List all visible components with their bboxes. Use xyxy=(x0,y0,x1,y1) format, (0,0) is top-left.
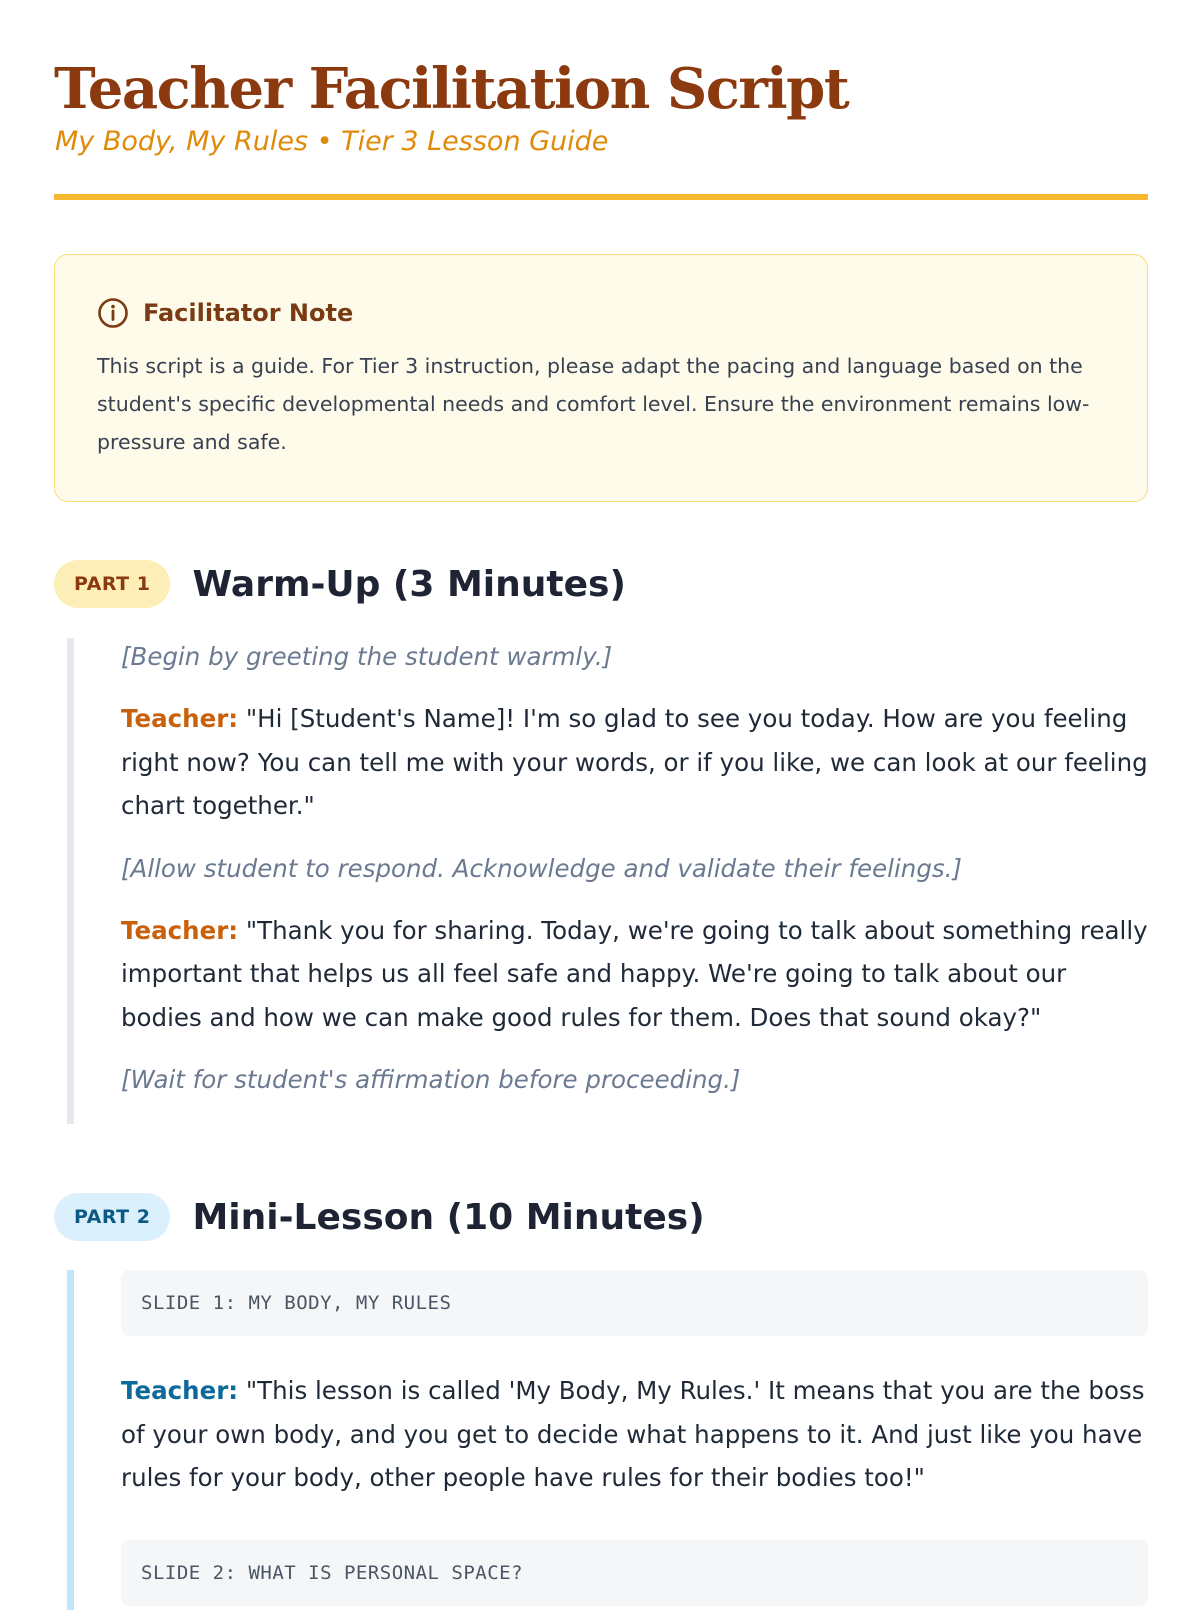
note-title: Facilitator Note xyxy=(143,299,354,327)
speaker-label: Teacher: xyxy=(121,1376,239,1405)
facilitator-note-card xyxy=(54,254,1148,502)
dialog-text: "Hi [Student's Name]! I'm so glad to see you today. How are you feeling right now? You can tell me with your words, or if you like, we can look at our feeling chart together." xyxy=(121,704,1148,820)
dialog-text: "Thank you for sharing. Today, we're going to talk about something really important that helps us all feel safe and happy. We're going to talk about our bodies and how we can make good rules for them. Does that sound okay?" xyxy=(121,915,1148,1032)
part-1-title: Warm-Up (3 Minutes) xyxy=(192,563,626,605)
note-header xyxy=(97,297,353,329)
title-divider xyxy=(54,194,1148,200)
teacher-line xyxy=(121,697,1148,828)
page-title: Teacher Facilitation Script xyxy=(54,56,849,122)
part-1-badge: PART 1 xyxy=(54,560,170,608)
speaker-label: Teacher: xyxy=(121,704,239,733)
part-2-script xyxy=(67,1270,1148,1610)
note-body: This script is a guide. For Tier 3 instruction, please adapt the pacing and language based on the student's specific developmental needs and comfort level. Ensure the environment remains low-pressure and safe. xyxy=(97,354,1090,454)
part-1-script xyxy=(67,638,1148,1124)
stage-direction: [Wait for student's affirmation before proceeding.] xyxy=(121,1065,741,1094)
teacher-line xyxy=(121,1369,1148,1500)
teacher-line xyxy=(121,909,1148,1040)
speaker-label: Teacher: xyxy=(121,915,239,945)
part-2-header xyxy=(54,1193,705,1241)
page-subtitle: My Body, My Rules • Tier 3 Lesson Guide xyxy=(55,126,609,157)
part-1-header xyxy=(54,560,626,608)
stage-direction: [Begin by greeting the student warmly.] xyxy=(121,642,613,671)
part-2-badge: PART 2 xyxy=(54,1193,170,1241)
slide-cue: SLIDE 1: MY BODY, MY RULES xyxy=(121,1270,1148,1336)
part-2-title: Mini-Lesson (10 Minutes) xyxy=(192,1196,705,1238)
stage-direction: [Allow student to respond. Acknowledge and validate their feelings.] xyxy=(121,853,962,883)
info-circle-icon xyxy=(97,297,129,329)
dialog-text: "This lesson is called 'My Body, My Rules.' It means that you are the boss of your own body, and you get to decide what happens to it. And just like you have rules for your body, other people have rules for their bodies too!" xyxy=(121,1376,1145,1492)
slide-cue: SLIDE 2: WHAT IS PERSONAL SPACE? xyxy=(121,1540,1148,1606)
